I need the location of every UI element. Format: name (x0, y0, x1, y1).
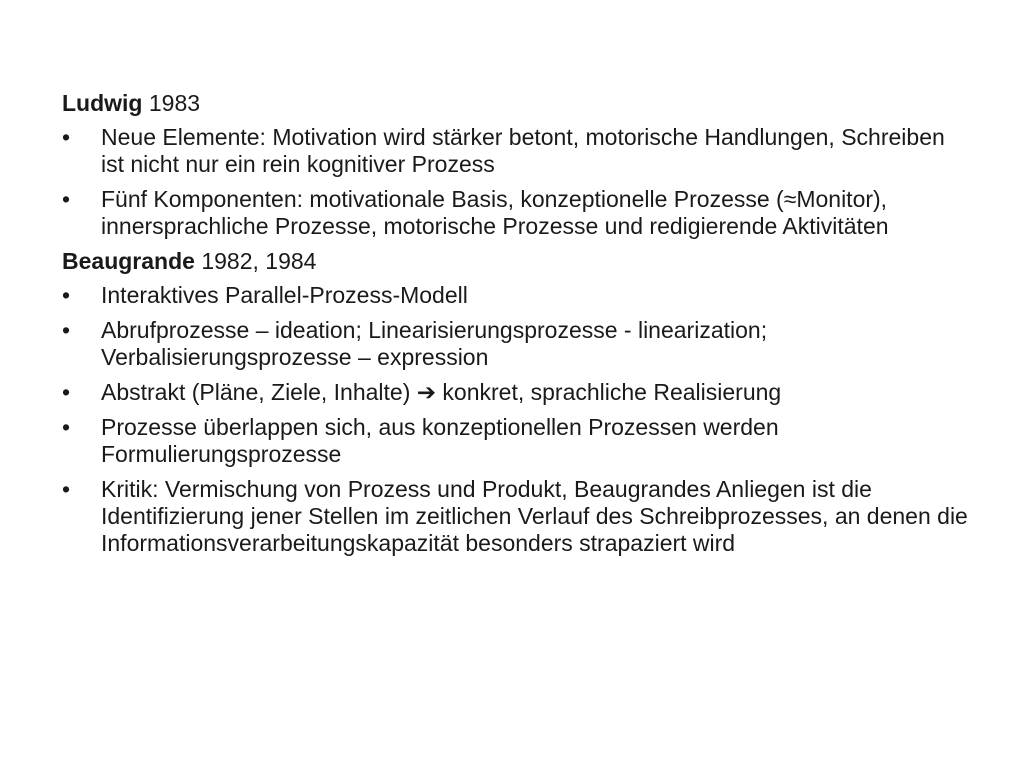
bullet-icon: • (62, 414, 71, 440)
bullet-text: Abrufprozesse – ideation; Linearisierungsprozesse - linearization; Verbalisierungsprozesse – expression (101, 317, 768, 370)
bullet-text: Kritik: Vermischung von Prozess und Produkt, Beaugrandes Anliegen ist die Identifizierung jener Stellen im zeitlichen Verlauf des Schreibprozesses, an denen die Informationsverarbeitungskapazität besonders strapaziert wird (101, 476, 968, 556)
list-item (62, 186, 972, 240)
bullet-icon: • (62, 379, 71, 405)
bullet-list-beaugrande (62, 282, 972, 557)
right-arrow-icon: ➔ (416, 379, 437, 405)
bullet-text-after-arrow: konkret, sprachliche Realisierung (436, 379, 782, 405)
author-year: 1983 (142, 90, 201, 116)
bullet-text: Neue Elemente: Motivation wird stärker betont, motorische Handlungen, Schreiben ist nicht nur ein rein kognitiver Prozess (101, 124, 945, 177)
list-item (62, 476, 972, 557)
author-name: Ludwig (62, 90, 143, 116)
section-heading-ludwig (62, 90, 972, 117)
list-item (62, 124, 972, 178)
list-item (62, 317, 972, 371)
section-heading-beaugrande (62, 248, 972, 275)
bullet-text-before-arrow: Abstrakt (Pläne, Ziele, Inhalte) (101, 379, 417, 405)
slide-content (62, 90, 972, 565)
author-year: 1982, 1984 (194, 248, 317, 274)
bullet-text: Interaktives Parallel-Prozess-Modell (101, 282, 468, 308)
list-item (62, 379, 972, 406)
list-item (62, 282, 972, 309)
bullet-icon: • (62, 282, 71, 308)
bullet-icon: • (62, 476, 71, 502)
bullet-text: Fünf Komponenten: motivationale Basis, konzeptionelle Prozesse (≈Monitor), innersprachliche Prozesse, motorische Prozesse und redigierende Aktivitäten (101, 186, 889, 239)
bullet-icon: • (62, 317, 71, 343)
author-name: Beaugrande (62, 248, 195, 274)
bullet-text: Prozesse überlappen sich, aus konzeptionellen Prozessen werden Formulierungsprozesse (101, 414, 779, 467)
list-item (62, 414, 972, 468)
bullet-list-ludwig (62, 124, 972, 240)
bullet-icon: • (62, 186, 71, 212)
bullet-icon: • (62, 124, 71, 150)
